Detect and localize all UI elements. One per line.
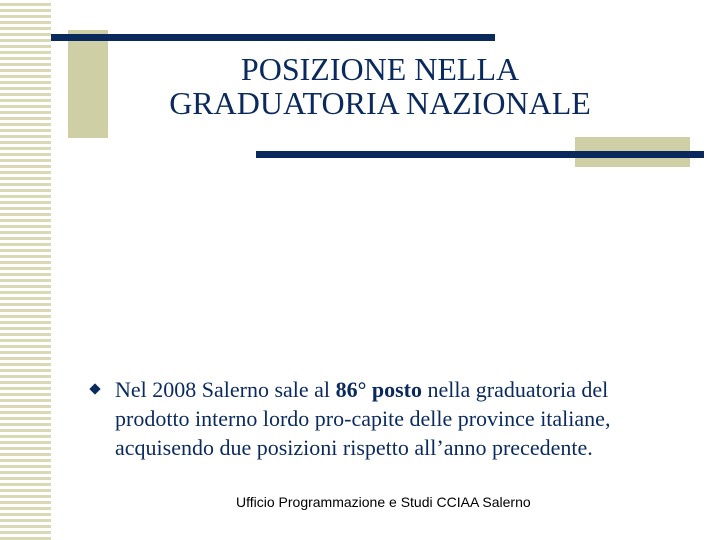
navy-accent-bar-top (51, 34, 495, 41)
stripe-edge (51, 0, 53, 540)
tan-accent-block-top (68, 30, 108, 138)
slide-title-line2: GRADUATORIA NAZIONALE (169, 85, 591, 121)
slide-footer: Ufficio Programmazione e Studi CCIAA Salerno (236, 494, 531, 510)
bullet-text-bold: 86° posto (335, 377, 422, 402)
slide-title (110, 52, 650, 120)
bullet-text-after: nella graduatoria del prodotto interno lordo pro-capite delle province italiane, acquisendo due posizioni rispetto all’anno precedente. (115, 377, 611, 460)
slide-title-line1: POSIZIONE NELLA (240, 51, 520, 87)
navy-accent-bar-middle (256, 151, 704, 158)
bullet-item (86, 375, 686, 462)
bullet-text-before: Nel 2008 Salerno sale al (115, 377, 336, 402)
bullet-text (115, 375, 686, 462)
left-striped-margin (0, 0, 51, 540)
diamond-bullet-icon (89, 383, 100, 394)
